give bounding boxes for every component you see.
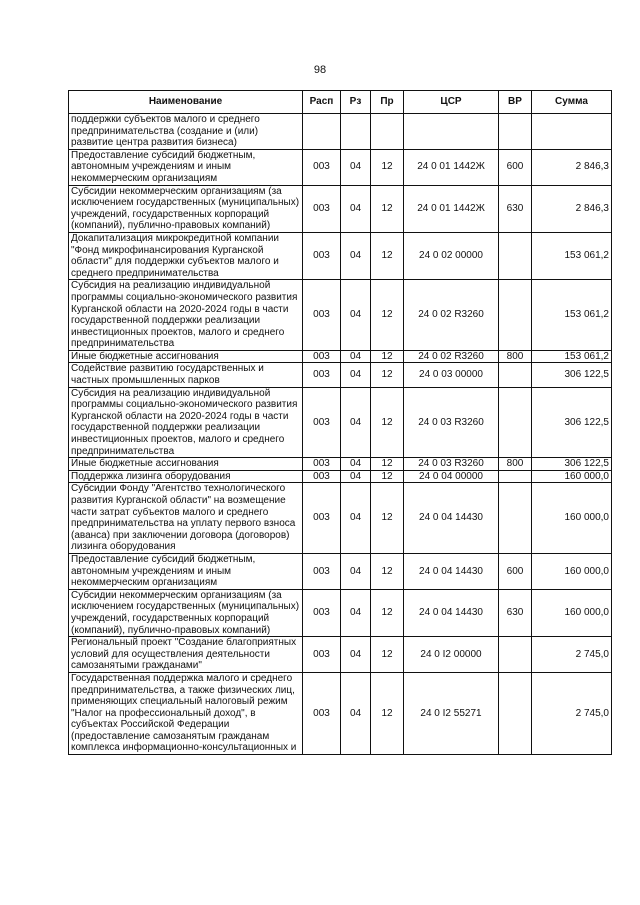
table-row: [69, 553, 612, 589]
cell-vr: [499, 114, 532, 150]
cell-rz: 04: [341, 589, 371, 636]
header-vr: ВР: [499, 91, 532, 114]
cell-vr: [499, 637, 532, 673]
table-row: [69, 589, 612, 636]
cell-rz: 04: [341, 363, 371, 387]
cell-rasp: 003: [303, 280, 341, 351]
cell-name: поддержки субъектов малого и среднего предпринимательства (создание и (или) развитие центра развития бизнеса): [69, 114, 303, 150]
cell-sum: 160 000,0: [532, 483, 612, 554]
cell-csr: 24 0 04 14430: [404, 553, 499, 589]
table-row: [69, 114, 612, 150]
cell-rasp: 003: [303, 363, 341, 387]
cell-sum: [532, 114, 612, 150]
cell-pr: [371, 114, 404, 150]
cell-name: Предоставление субсидий бюджетным, автономным учреждениям и иным некоммерческим организациям: [69, 149, 303, 185]
cell-name: Содействие развитию государственных и частных промышленных парков: [69, 363, 303, 387]
table-row: [69, 363, 612, 387]
table-row: [69, 470, 612, 483]
cell-csr: 24 0 02 R3260: [404, 350, 499, 363]
cell-rz: 04: [341, 280, 371, 351]
page-number: 98: [313, 64, 327, 76]
cell-rasp: 003: [303, 553, 341, 589]
cell-rasp: 003: [303, 350, 341, 363]
cell-vr: [499, 232, 532, 279]
cell-vr: 800: [499, 458, 532, 471]
cell-name: Субсидия на реализацию индивидуальной программы социально-экономического развития Курганской области на 2020-2024 годы в части государственной поддержки реализации инвестиционных проектов, малого и среднего предпринимательства: [69, 280, 303, 351]
cell-vr: [499, 672, 532, 754]
cell-csr: 24 0 03 00000: [404, 363, 499, 387]
cell-sum: 153 061,2: [532, 350, 612, 363]
cell-pr: 12: [371, 149, 404, 185]
cell-csr: 24 0 01 1442Ж: [404, 149, 499, 185]
cell-name: Предоставление субсидий бюджетным, автономным учреждениям и иным некоммерческим организациям: [69, 553, 303, 589]
cell-name: Субсидии Фонду "Агентство технологического развития Курганской области" на возмещение части затрат субъектов малого и среднего предпринимательства на уплату первого взноса (аванса) при заключении договора (договоров) лизинга оборудования: [69, 483, 303, 554]
table-row: [69, 483, 612, 554]
cell-rasp: 003: [303, 672, 341, 754]
cell-rz: 04: [341, 350, 371, 363]
cell-rasp: 003: [303, 470, 341, 483]
cell-vr: [499, 470, 532, 483]
cell-sum: 306 122,5: [532, 458, 612, 471]
cell-pr: 12: [371, 280, 404, 351]
cell-name: Иные бюджетные ассигнования: [69, 350, 303, 363]
cell-vr: 600: [499, 149, 532, 185]
table-row: [69, 185, 612, 232]
cell-rasp: 003: [303, 185, 341, 232]
cell-sum: 160 000,0: [532, 470, 612, 483]
cell-rz: 04: [341, 185, 371, 232]
table-row: [69, 672, 612, 754]
header-name: Наименование: [69, 91, 303, 114]
cell-vr: [499, 280, 532, 351]
cell-name: Субсидия на реализацию индивидуальной программы социально-экономического развития Курганской области на 2020-2024 годы в части государственной поддержки реализации инвестиционных проектов, малого и среднего предпринимательства: [69, 387, 303, 458]
table-row: [69, 637, 612, 673]
cell-rz: 04: [341, 483, 371, 554]
cell-name: Докапитализация микрокредитной компании "Фонд микрофинансирования Курганской области" для поддержки субъектов малого и среднего предпринимательства: [69, 232, 303, 279]
cell-sum: 160 000,0: [532, 553, 612, 589]
header-csr: ЦСР: [404, 91, 499, 114]
cell-name: Иные бюджетные ассигнования: [69, 458, 303, 471]
cell-vr: [499, 363, 532, 387]
cell-sum: 153 061,2: [532, 232, 612, 279]
table-row: [69, 387, 612, 458]
cell-rz: 04: [341, 232, 371, 279]
cell-csr: 24 0 03 R3260: [404, 458, 499, 471]
cell-name: Субсидии некоммерческим организациям (за исключением государственных (муниципальных) учреждений, государственных корпораций (компаний), публично-правовых компаний): [69, 185, 303, 232]
table-row: [69, 350, 612, 363]
cell-pr: 12: [371, 483, 404, 554]
cell-rz: 04: [341, 387, 371, 458]
cell-pr: 12: [371, 363, 404, 387]
cell-rz: 04: [341, 458, 371, 471]
cell-rasp: [303, 114, 341, 150]
cell-csr: 24 0 04 14430: [404, 483, 499, 554]
cell-vr: [499, 483, 532, 554]
cell-sum: 2 846,3: [532, 185, 612, 232]
table-row: [69, 280, 612, 351]
cell-csr: 24 0 I2 55271: [404, 672, 499, 754]
cell-name: Субсидии некоммерческим организациям (за исключением государственных (муниципальных) учреждений, государственных корпораций (компаний), публично-правовых компаний): [69, 589, 303, 636]
cell-name: Региональный проект "Создание благоприятных условий для осуществления деятельности самозанятыми гражданами": [69, 637, 303, 673]
cell-pr: 12: [371, 470, 404, 483]
cell-csr: 24 0 02 R3260: [404, 280, 499, 351]
cell-rz: 04: [341, 637, 371, 673]
cell-pr: 12: [371, 185, 404, 232]
cell-csr: 24 0 04 00000: [404, 470, 499, 483]
header-pr: Пр: [371, 91, 404, 114]
cell-rasp: 003: [303, 589, 341, 636]
cell-vr: 630: [499, 185, 532, 232]
header-sum: Сумма: [532, 91, 612, 114]
cell-rasp: 003: [303, 458, 341, 471]
cell-rz: 04: [341, 470, 371, 483]
header-rz: Рз: [341, 91, 371, 114]
cell-rasp: 003: [303, 637, 341, 673]
cell-pr: 12: [371, 553, 404, 589]
cell-name: Поддержка лизинга оборудования: [69, 470, 303, 483]
cell-pr: 12: [371, 589, 404, 636]
cell-pr: 12: [371, 458, 404, 471]
cell-rasp: 003: [303, 483, 341, 554]
cell-csr: 24 0 02 00000: [404, 232, 499, 279]
cell-csr: 24 0 I2 00000: [404, 637, 499, 673]
cell-pr: 12: [371, 387, 404, 458]
cell-pr: 12: [371, 232, 404, 279]
cell-rz: 04: [341, 149, 371, 185]
cell-sum: 2 745,0: [532, 672, 612, 754]
cell-sum: 2 745,0: [532, 637, 612, 673]
cell-rasp: 003: [303, 149, 341, 185]
header-row: [69, 91, 612, 114]
cell-sum: 2 846,3: [532, 149, 612, 185]
cell-sum: 160 000,0: [532, 589, 612, 636]
cell-csr: 24 0 03 R3260: [404, 387, 499, 458]
cell-rasp: 003: [303, 387, 341, 458]
cell-pr: 12: [371, 672, 404, 754]
cell-vr: 630: [499, 589, 532, 636]
table-row: [69, 232, 612, 279]
table-row: [69, 458, 612, 471]
cell-pr: 12: [371, 637, 404, 673]
cell-name: Государственная поддержка малого и среднего предпринимательства, а также физических лиц, применяющих специальный налоговый режим "Налог на профессиональный доход", в субъектах Российской Федерации (предоставление самозанятым гражданам комплекса информационно-консультационных и: [69, 672, 303, 754]
cell-rz: [341, 114, 371, 150]
budget-table: [68, 90, 612, 755]
cell-pr: 12: [371, 350, 404, 363]
cell-rasp: 003: [303, 232, 341, 279]
cell-vr: [499, 387, 532, 458]
cell-sum: 306 122,5: [532, 387, 612, 458]
cell-vr: 600: [499, 553, 532, 589]
table-row: [69, 149, 612, 185]
cell-sum: 306 122,5: [532, 363, 612, 387]
cell-csr: 24 0 01 1442Ж: [404, 185, 499, 232]
cell-rz: 04: [341, 672, 371, 754]
cell-rz: 04: [341, 553, 371, 589]
cell-vr: 800: [499, 350, 532, 363]
header-rasp: Расп: [303, 91, 341, 114]
cell-csr: [404, 114, 499, 150]
cell-sum: 153 061,2: [532, 280, 612, 351]
cell-csr: 24 0 04 14430: [404, 589, 499, 636]
